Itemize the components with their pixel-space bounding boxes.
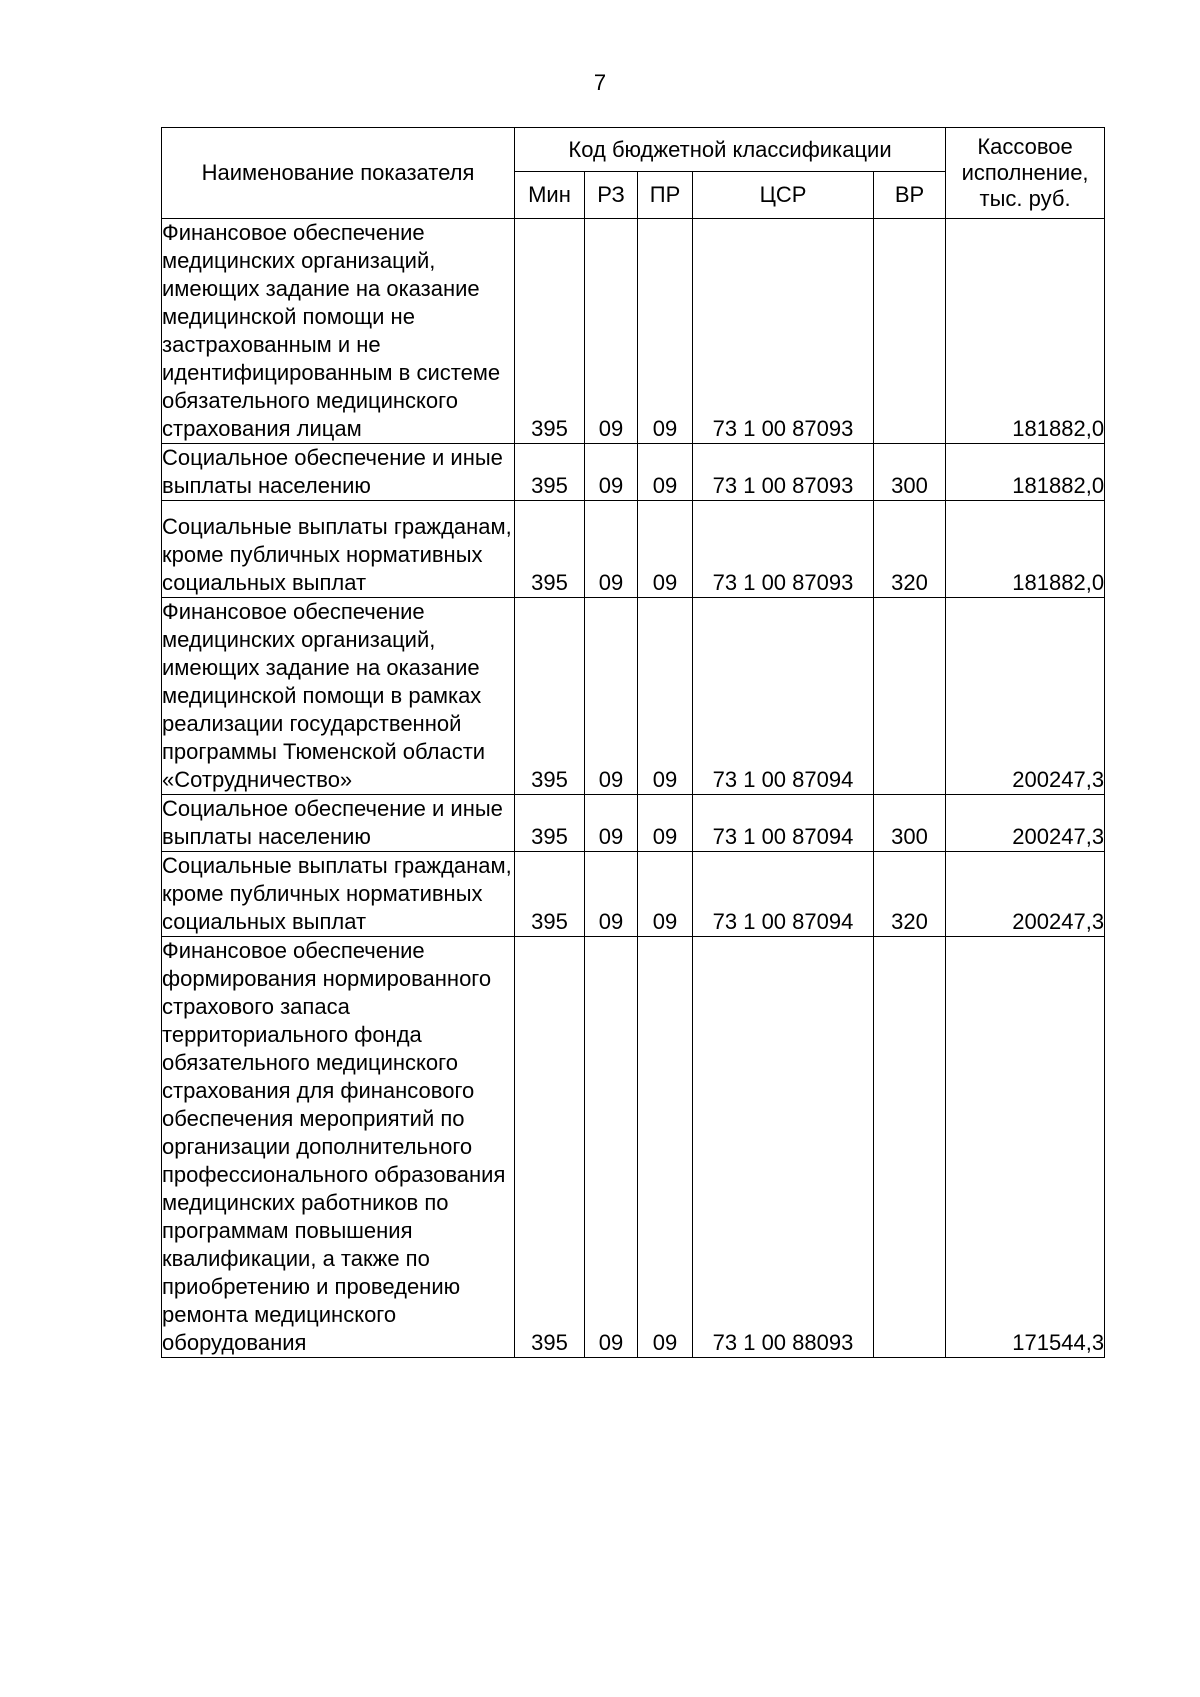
row-pr: 09 [638, 219, 693, 444]
row-rz: 09 [585, 444, 638, 501]
row-csr: 73 1 00 87093 [693, 219, 874, 444]
row-csr: 73 1 00 87094 [693, 598, 874, 795]
row-min: 395 [515, 219, 585, 444]
row-rz: 09 [585, 795, 638, 852]
row-pr: 09 [638, 937, 693, 1358]
table-row [162, 937, 1105, 1358]
row-csr: 73 1 00 87094 [693, 795, 874, 852]
row-csr: 73 1 00 88093 [693, 937, 874, 1358]
header-min: Мин [515, 172, 585, 219]
row-name: Финансовое обеспечение формирования нормированного страхового запаса территориального фонда обязательного медицинского страхования для финансового обеспечения мероприятий по организации дополнительного профессионального образования медицинских работников по программам повышения квалификации, а также по приобретению и проведению ремонта медицинского оборудования [162, 937, 515, 1358]
row-vr: 320 [874, 852, 946, 937]
row-vr [874, 219, 946, 444]
row-rz: 09 [585, 501, 638, 598]
row-name: Социальные выплаты гражданам, кроме публичных нормативных социальных выплат [162, 852, 515, 937]
header-vr: ВР [874, 172, 946, 219]
row-name: Социальное обеспечение и иные выплаты населению [162, 444, 515, 501]
row-name: Социальные выплаты гражданам, кроме публичных нормативных социальных выплат [162, 501, 515, 598]
row-pr: 09 [638, 598, 693, 795]
row-min: 395 [515, 937, 585, 1358]
table-row [162, 501, 1105, 598]
row-rz: 09 [585, 598, 638, 795]
row-vr [874, 598, 946, 795]
table-row [162, 219, 1105, 444]
row-amount: 181882,0 [946, 444, 1105, 501]
table-row [162, 444, 1105, 501]
row-min: 395 [515, 852, 585, 937]
row-pr: 09 [638, 444, 693, 501]
row-rz: 09 [585, 937, 638, 1358]
row-vr: 300 [874, 444, 946, 501]
row-vr: 300 [874, 795, 946, 852]
page-number: 7 [593, 70, 607, 95]
row-pr: 09 [638, 501, 693, 598]
header-rz: РЗ [585, 172, 638, 219]
table-row [162, 795, 1105, 852]
row-vr: 320 [874, 501, 946, 598]
header-name: Наименование показателя [162, 128, 515, 219]
table-row [162, 852, 1105, 937]
row-csr: 73 1 00 87093 [693, 501, 874, 598]
row-amount: 181882,0 [946, 219, 1105, 444]
row-min: 395 [515, 444, 585, 501]
row-name: Финансовое обеспечение медицинских организаций, имеющих задание на оказание медицинской помощи в рамках реализации государственной программы Тюменской области «Сотрудничество» [162, 598, 515, 795]
budget-table [161, 127, 1105, 1358]
row-name: Финансовое обеспечение медицинских организаций, имеющих задание на оказание медицинской помощи не застрахованным и не идентифицированным в системе обязательного медицинского страхования лицам [162, 219, 515, 444]
row-rz: 09 [585, 219, 638, 444]
table-row [162, 598, 1105, 795]
row-name: Социальное обеспечение и иные выплаты населению [162, 795, 515, 852]
row-amount: 200247,3 [946, 852, 1105, 937]
row-min: 395 [515, 598, 585, 795]
row-pr: 09 [638, 795, 693, 852]
header-csr: ЦСР [693, 172, 874, 219]
row-amount: 181882,0 [946, 501, 1105, 598]
row-amount: 171544,3 [946, 937, 1105, 1358]
row-min: 395 [515, 795, 585, 852]
row-rz: 09 [585, 852, 638, 937]
row-csr: 73 1 00 87093 [693, 444, 874, 501]
header-cash: Кассовое исполнение, тыс. руб. [946, 128, 1105, 219]
row-amount: 200247,3 [946, 598, 1105, 795]
row-csr: 73 1 00 87094 [693, 852, 874, 937]
header-pr: ПР [638, 172, 693, 219]
row-amount: 200247,3 [946, 795, 1105, 852]
row-vr [874, 937, 946, 1358]
header-code-group: Код бюджетной классификации [515, 128, 946, 172]
row-pr: 09 [638, 852, 693, 937]
row-min: 395 [515, 501, 585, 598]
